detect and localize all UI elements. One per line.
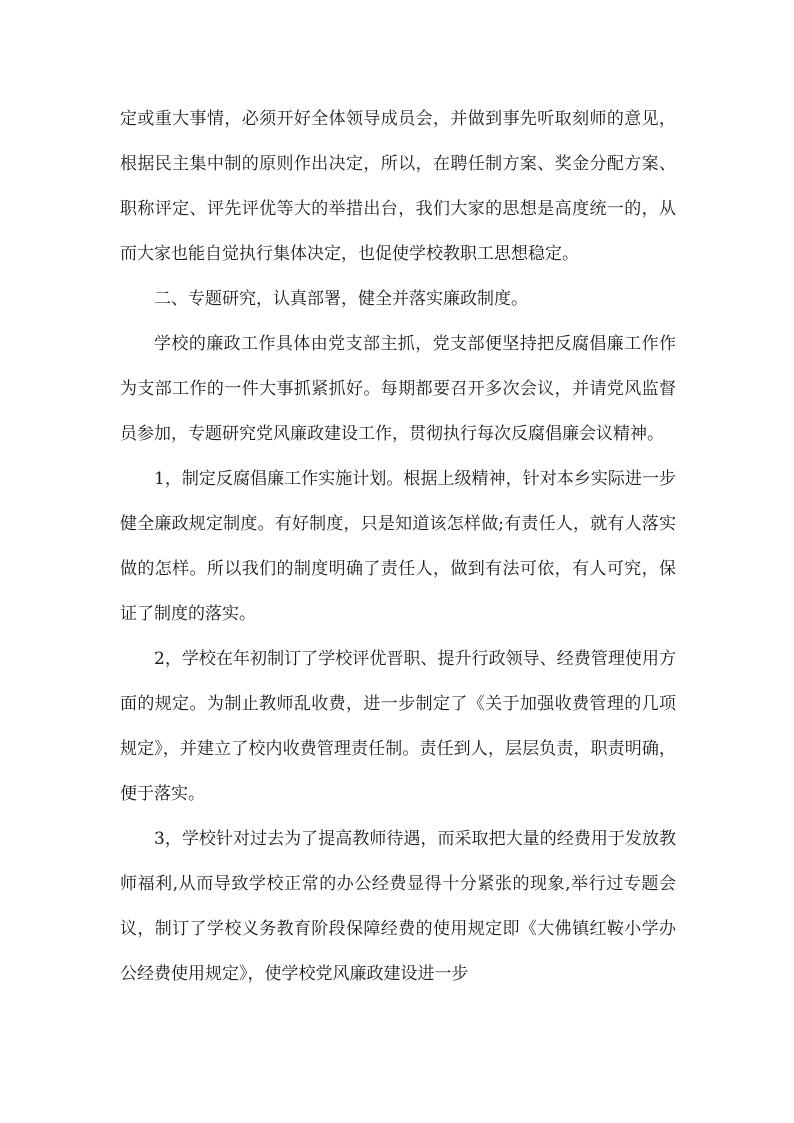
paragraph-item-2: 2，学校在年初制订了学校评优晋职、提升行政领导、经费管理使用方面的规定。为制止教师乱收费，进一步制定了《关于加强收费管理的几项规定》，并建立了校内收费管理责任制。责任到人，层层负责，职责明确，便于落实。 bbox=[120, 649, 676, 804]
section-heading-2: 二、专题研究，认真部署，健全并落实廉政制度。 bbox=[154, 289, 528, 309]
paragraph-item-1: 1，制定反腐倡廉工作实施计划。根据上级精神，针对本乡实际进一步健全廉政规定制度。有好制度，只是知道该怎样做;有责任人，就有人落实做的怎样。所以我们的制度明确了责任人，做到有法可依，有人可究，保证了制度的落实。 bbox=[120, 469, 676, 624]
paragraph-party-branch: 学校的廉政工作具体由党支部主抓，党支部便坚持把反腐倡廉工作作为支部工作的一件大事抓紧抓好。每期都要召开多次会议，并请党风监督员参加，专题研究党风廉政建设工作，贯彻执行每次反腐倡廉会议精神。 bbox=[120, 334, 676, 444]
paragraph-item-3: 3，学校针对过去为了提高教师待遇，而采取把大量的经费用于发放教师福利,从而导致学校正常的办公经费显得十分紧张的现象,举行过专题会议，制订了学校义务教育阶段保障经费的使用规定即《大佛镇红鞍小学办公经费使用规定》，使学校党风廉政建设进一步 bbox=[120, 829, 676, 984]
document-body bbox=[120, 97, 676, 997]
paragraph-continuation: 定或重大事情，必须开好全体领导成员会，并做到事先听取刻师的意见，根据民主集中制的原则作出决定，所以，在聘任制方案、奖金分配方案、职称评定、评先评优等大的举措出台，我们大家的思想是高度统一的，从而大家也能自觉执行集体决定，也促使学校教职工思想稳定。 bbox=[120, 109, 676, 264]
